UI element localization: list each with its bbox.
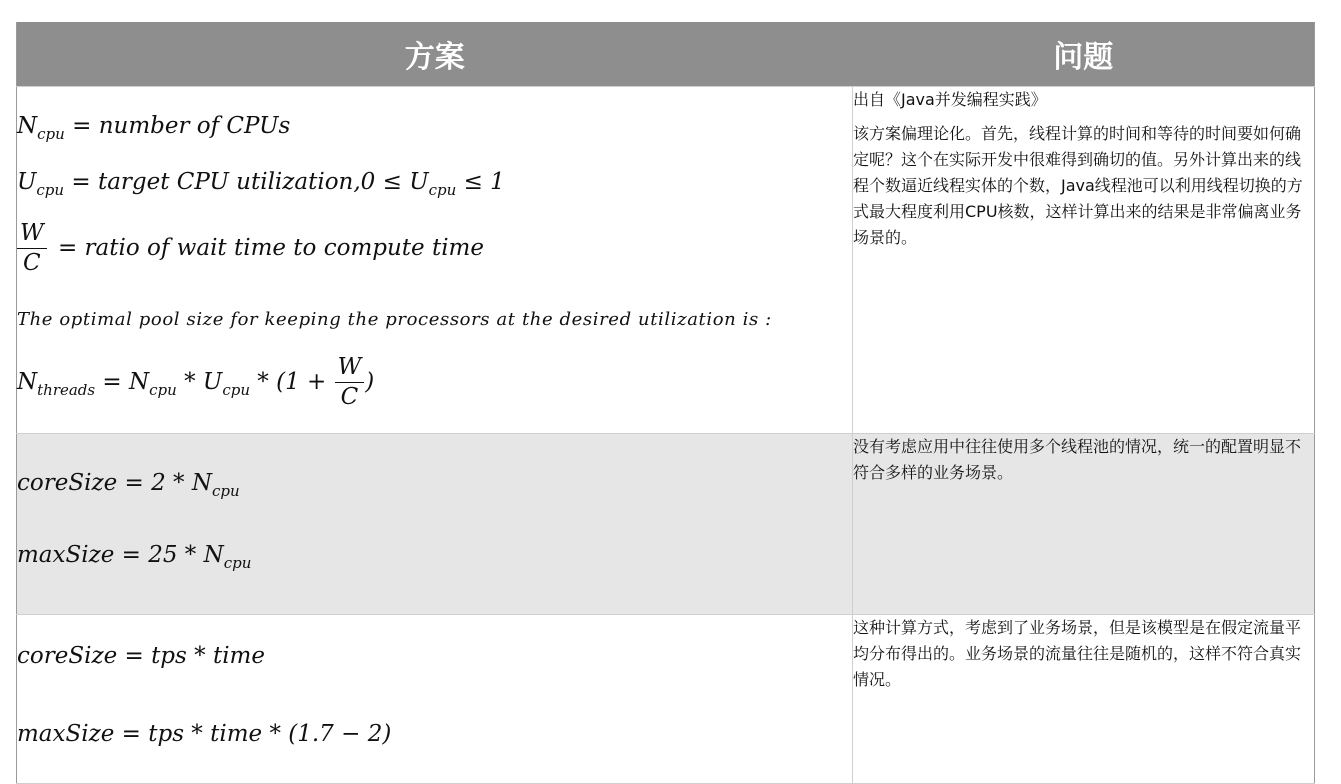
formula-max-size: maxSize = tps * time * (1.7 − 2) (17, 721, 392, 747)
header-problem: 问题 (853, 22, 1315, 87)
problem-cell (853, 434, 1315, 615)
table-row (17, 434, 1315, 615)
problem-source: 出自《Java并发编程实践》 (853, 90, 1047, 109)
table-row (17, 615, 1315, 784)
problem-description: 该方案偏理论化。首先，线程计算的时间和等待的时间要如何确定呢？这个在实际开发中很难得到确切的值。另外计算出来的线程个数逼近线程实体的个数，Java线程池可以利用线程切换的方式最大程度利用CPU核数，这样计算出来的结果是非常偏离业务场景的。 (853, 124, 1303, 247)
optimal-pool-size-sentence: The optimal pool size for keeping the processors at the desired utilization is : (17, 309, 772, 330)
formula-max-size: maxSize = $25 * N_{cpu}$ (17, 542, 252, 572)
formula-core-size: coreSize = tps * time (17, 643, 265, 669)
scheme-cell (17, 434, 853, 615)
scheme-cell (17, 615, 853, 784)
table-row (17, 87, 1315, 434)
header-row (17, 22, 1315, 87)
formula-wait-compute-ratio: $\frac{W}{C}$ = ratio of wait time to compute time (17, 221, 484, 277)
problem-cell (853, 615, 1315, 784)
formula-core-size: coreSize = $2 * N_{cpu}$ (17, 470, 240, 500)
formula-ncpu: $N_{cpu}$ = number of CPUs (17, 113, 291, 143)
formula-ucpu: $U_{cpu}$ = target CPU utilization,0 ≤ $U_{cpu} \le 1$ (17, 169, 505, 199)
problem-description: 没有考虑应用中往往使用多个线程池的情况，统一的配置明显不符合多样的业务场景。 (853, 437, 1302, 482)
problem-cell (853, 87, 1315, 434)
formula-nthreads: $N_{threads} = N_{cpu} * U_{cpu} * (1$ + $\frac{W}{C}$ ) (17, 354, 375, 411)
header-scheme: 方案 (17, 22, 853, 87)
scheme-cell (17, 87, 853, 434)
problem-description: 这种计算方式，考虑到了业务场景，但是该模型是在假定流量平均分布得出的。业务场景的流量往往是随机的，这样不符合真实情况。 (853, 618, 1302, 689)
comparison-table (16, 22, 1315, 784)
